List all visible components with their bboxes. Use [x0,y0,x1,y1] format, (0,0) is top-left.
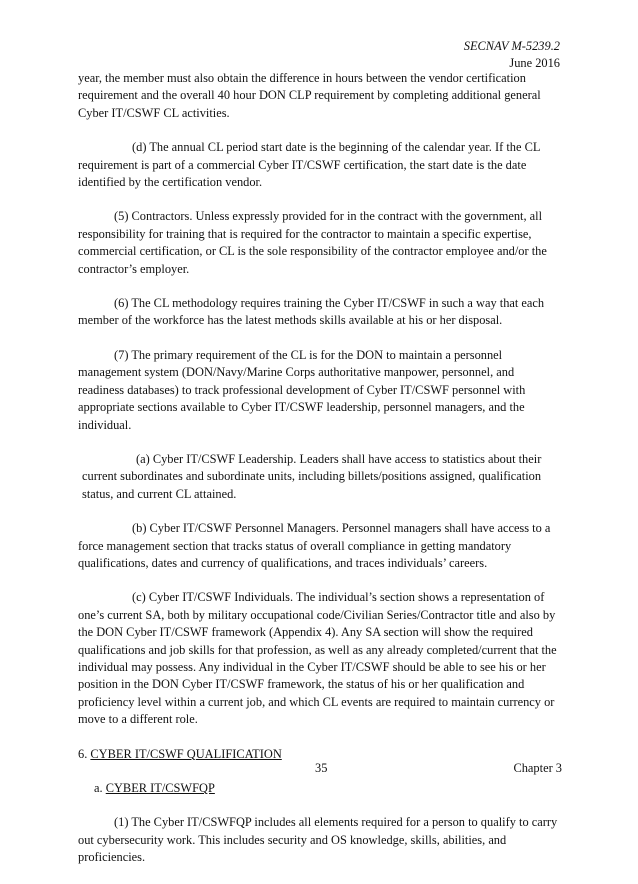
page-header [464,38,560,72]
subsection-title: CYBER IT/CSWFQP [105,781,215,795]
section-number: 6. [78,746,88,761]
chapter-label: Chapter 3 [513,761,562,775]
paragraph-continuation: year, the member must also obtain the difference in hours between the vendor certification requirement and the overall 40 hour DON CLP requirement by completing additional general Cyber IT/CSWF CL activities. [78,71,541,120]
paragraph-a1: (1) The Cyber IT/CSWFQP includes all elements required for a person to qualify to carry out cybersecurity work. This includes security and OS knowledge, skills, abilities, and proficiencies. [78,815,558,865]
paragraph-5: (5) Contractors. Unless expressly provided for in the contract with the government, all responsibility for training that is required for the contractor to maintain a specific expertise, commercial certification, or CL is the sole responsibility of the contractor employee and/or the contractor’s employer. [78,209,547,276]
paragraph-4d: (d) The annual CL period start date is the beginning of the calendar year. If the CL requirement is part of a commercial Cyber IT/CSWF certification, the start date is the date identified by the certification vendor. [78,140,540,190]
paragraph-7c: (c) Cyber IT/CSWF Individuals. The individual’s section shows a representation of one’s current SA, both by military occupational code/Civilian Series/Contractor title and also by the DON Cyber IT/CSWF framework (Appendix 4). Any SA section will show the required qualifications and job skills for that profession, as well as any already completed/current that the individual may possess. Any individual in the Cyber IT/CSWF should be able to see his or her position in the DON Cyber IT/CSWF framework, the status of his or her qualification and proficiency level within a current job, and which CL events are required to maintain currency or move to a different role. [78,590,557,727]
paragraph-7a: (a) Cyber IT/CSWF Leadership. Leaders shall have access to statistics about their current subordinates and subordinate units, including billets/positions assigned, qualification status, and current CL attained. [82,451,542,501]
page-number: 35 [315,761,328,775]
document-date: June 2016 [509,56,560,70]
page-footer [78,760,562,778]
document-id: SECNAV M-5239.2 [463,39,560,53]
subsection-letter: a. [94,781,103,795]
paragraph-7: (7) The primary requirement of the CL is for the DON to maintain a personnel management system (DON/Navy/Marine Corps authoritative manpower, personnel, and readiness databases) to track professional development of Cyber IT/CSWF personnel with appropriate sections available to Cyber IT/CSWF leadership, personnel managers, and the individual. [78,347,526,432]
subsection-heading [94,780,562,797]
paragraph-7b: (b) Cyber IT/CSWF Personnel Managers. Personnel managers shall have access to a force management section that tracks status of overall compliance in getting mandatory qualifications, dates and currency of qualifications, and traces individuals’ careers. [78,521,551,570]
section-title: CYBER IT/CSWF QUALIFICATION [90,746,282,761]
paragraph-6: (6) The CL methodology requires training the Cyber IT/CSWF in such a way that each member of the workforce has the latest methods skills available at his or her disposal. [78,296,545,328]
